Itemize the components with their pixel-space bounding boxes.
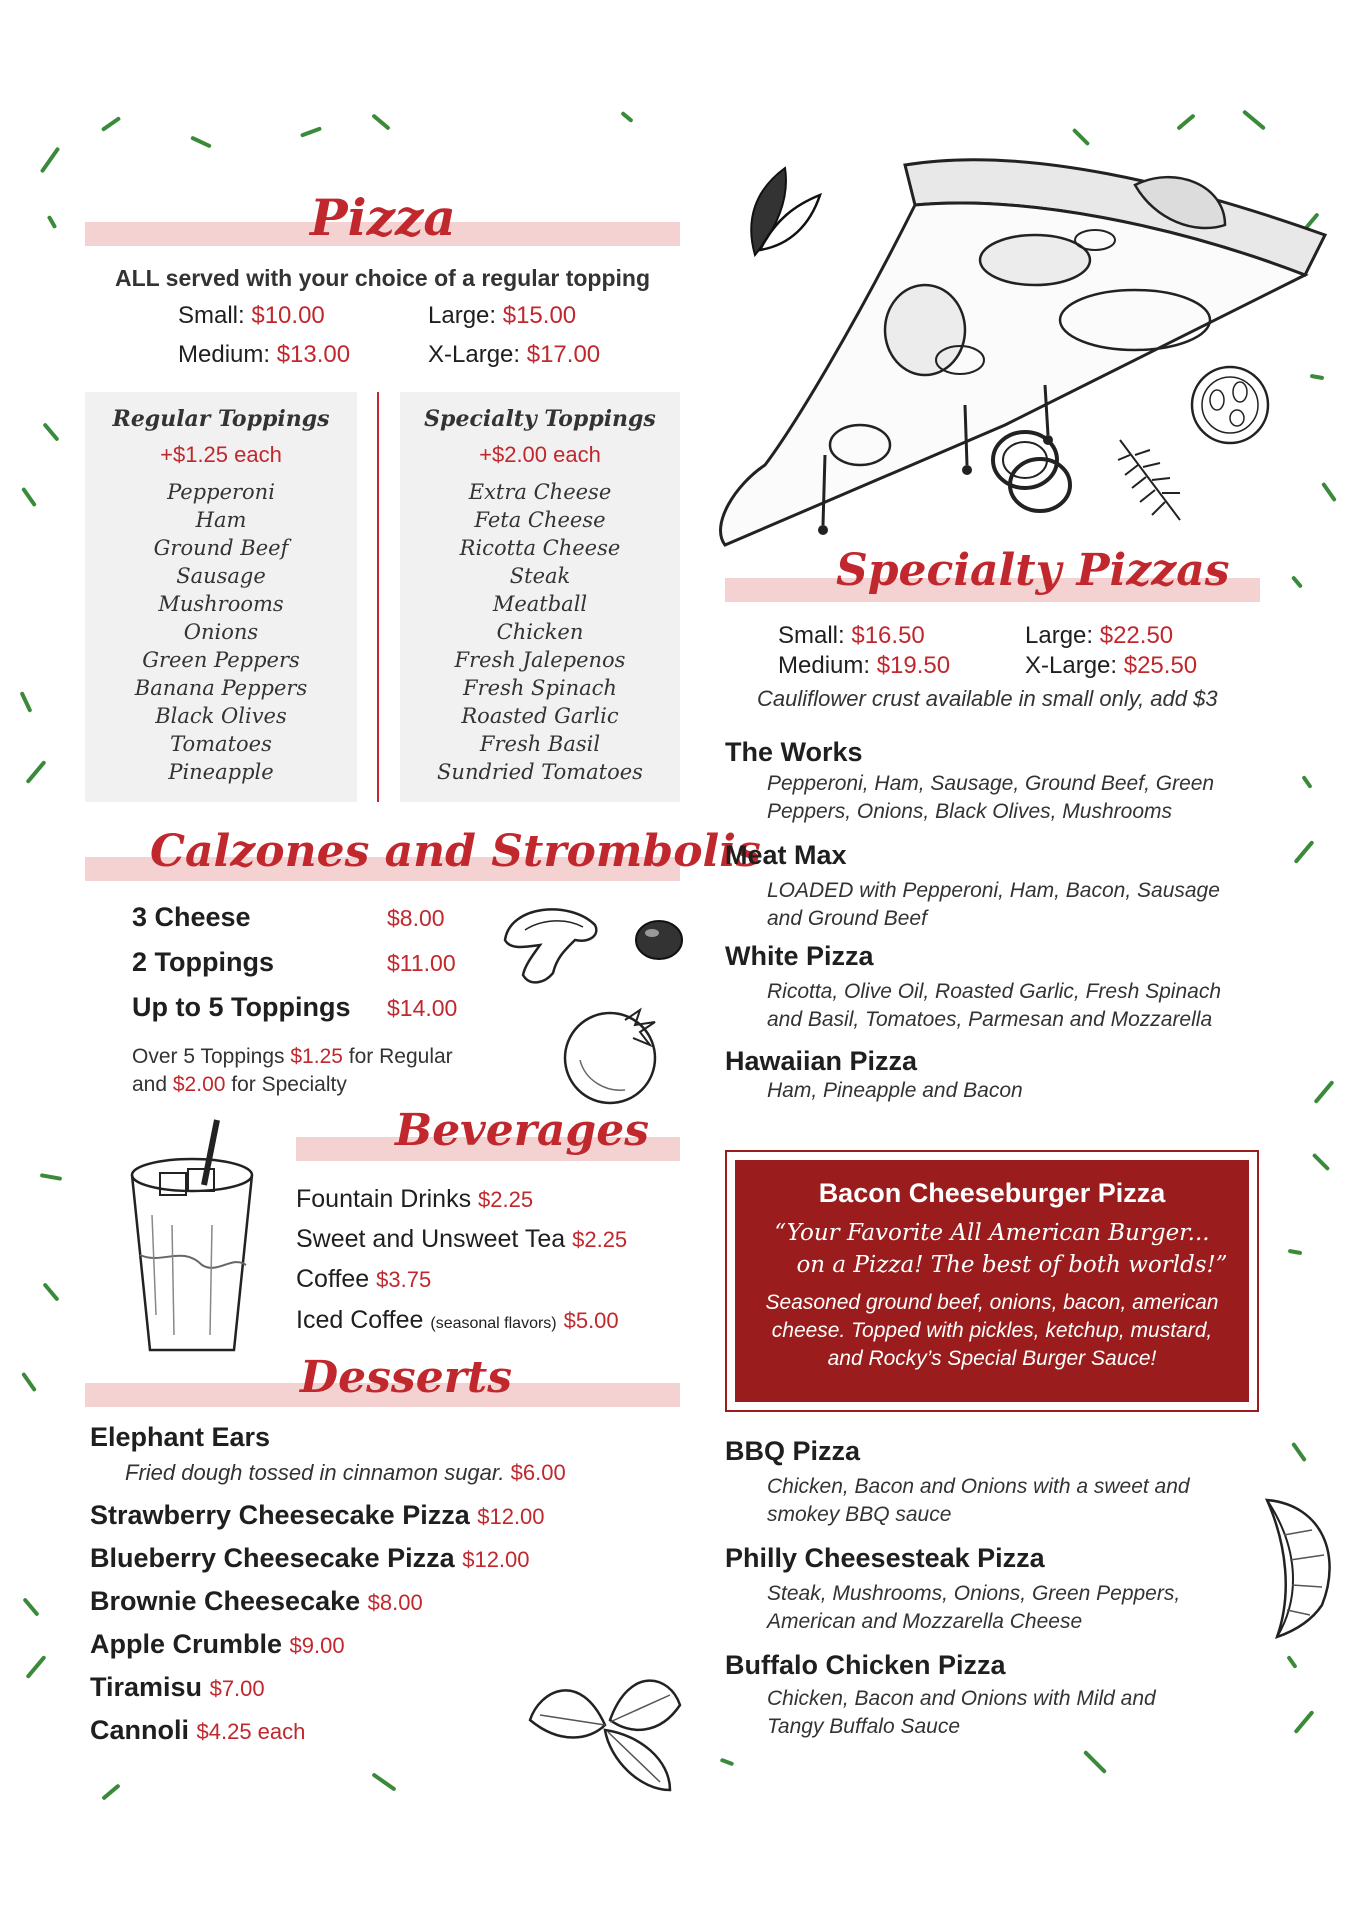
topping-item: Ground Beef — [153, 536, 289, 560]
specialty-item-desc: Chicken, Bacon and Onions with a sweet and smokey BBQ sauce — [767, 1475, 1190, 1526]
specialty-item-name: Philly Cheesesteak Pizza — [725, 1543, 1045, 1573]
specialty-item-name: Buffalo Chicken Pizza — [725, 1650, 1006, 1680]
specialty-title: Specialty Pizzas — [836, 545, 1230, 596]
topping-item: Roasted Garlic — [461, 704, 619, 728]
topping-item: Fresh Jalepenos — [454, 648, 626, 672]
calzone-item-name: 2 Toppings — [132, 947, 274, 977]
specialty-item-desc: Ricotta, Olive Oil, Roasted Garlic, Fresh Spinach and Basil, Tomatoes, Parmesan and Mozzarella — [767, 980, 1222, 1031]
specialty-item-desc: Ham, Pineapple and Bacon — [767, 1079, 1023, 1102]
dessert-item: Apple Crumble $9.00 — [90, 1629, 345, 1659]
beverage-item: Fountain Drinks $2.25 — [296, 1185, 534, 1213]
dessert-item: Tiramisu $7.00 — [90, 1672, 265, 1702]
featured-pizza-quote: “Your Favorite All American Burger... on a Pizza! The best of both worlds!” — [774, 1220, 1228, 1278]
topping-item: Ham — [195, 508, 247, 532]
pizza-title: Pizza — [310, 188, 456, 247]
pizza-subtitle: ALL served with your choice of a regular topping — [114, 265, 651, 291]
topping-item: Pineapple — [168, 760, 274, 784]
dessert-item: Cannoli $4.25 each — [90, 1715, 306, 1745]
calzone-item-price: $11.00 — [387, 950, 456, 976]
topping-item: Extra Cheese — [468, 480, 612, 504]
specialty-item-name: Meat Max — [725, 840, 847, 870]
calzone-item-price: $8.00 — [387, 905, 445, 931]
topping-item: Fresh Basil — [479, 732, 601, 756]
specialty-item-name: White Pizza — [725, 941, 874, 971]
pizza-size-large: Large: $15.00 — [428, 302, 577, 329]
regular-toppings-title: Regular Toppings — [112, 406, 330, 432]
topping-item: Steak — [509, 564, 571, 588]
olive-illustration — [632, 915, 687, 965]
specialty-item-desc: Steak, Mushrooms, Onions, Green Peppers, American and Mozzarella Cheese — [767, 1582, 1181, 1633]
specialty-list-2 — [725, 1436, 1265, 1741]
topping-item: Mushrooms — [158, 592, 284, 616]
beverage-item: Coffee $3.75 — [296, 1265, 432, 1293]
regular-toppings-list — [85, 478, 357, 786]
topping-item: Pepperoni — [167, 480, 275, 504]
topping-item: Black Olives — [155, 704, 287, 728]
specialty-item-desc: Chicken, Bacon and Onions with Mild and Tangy Buffalo Sauce — [767, 1687, 1156, 1738]
calzone-note: Over 5 Toppings $1.25 for Regular and $2.00 for Specialty — [132, 1045, 453, 1096]
pizza-size-medium: Medium: $13.00 — [178, 341, 351, 368]
specialty-size-large: Large: $22.50 — [1025, 622, 1174, 649]
topping-item: Fresh Spinach — [463, 676, 617, 700]
dessert-item: Strawberry Cheesecake Pizza $12.00 — [90, 1500, 545, 1530]
desserts-title: Desserts — [300, 1352, 512, 1403]
topping-item: Sausage — [176, 564, 266, 588]
specialty-toppings-title: Specialty Toppings — [424, 406, 656, 432]
dessert-item: Brownie Cheesecake $8.00 — [90, 1586, 423, 1616]
dessert-item-desc: Fried dough tossed in cinnamon sugar. $6.00 — [125, 1460, 566, 1485]
herb-illustration — [1110, 430, 1190, 525]
featured-pizza-box — [725, 1150, 1259, 1412]
tomato-illustration — [555, 1000, 675, 1110]
featured-pizza-name: Bacon Cheeseburger Pizza — [818, 1178, 1166, 1208]
leaf-right-illustration — [1262, 1495, 1342, 1640]
calzone-item-name: 3 Cheese — [132, 902, 251, 932]
beverages-title: Beverages — [395, 1105, 649, 1156]
specialty-toppings-box — [400, 392, 680, 802]
specialty-list — [725, 737, 1285, 1105]
topping-item: Green Peppers — [142, 648, 300, 672]
specialty-toppings-price: +$2.00 each — [479, 442, 601, 467]
topping-item: Ricotta Cheese — [459, 536, 621, 560]
calzone-item-name: Up to 5 Toppings — [132, 992, 351, 1022]
specialty-size-medium: Medium: $19.50 — [778, 652, 951, 679]
topping-item: Chicken — [496, 620, 584, 644]
mushroom-illustration — [495, 895, 605, 995]
beverage-item: Iced Coffee (seasonal flavors) $5.00 — [296, 1306, 619, 1334]
drink-glass-illustration — [122, 1115, 262, 1360]
specialty-toppings-list — [400, 478, 680, 786]
beverage-item: Sweet and Unsweet Tea $2.25 — [296, 1225, 628, 1253]
topping-item: Tomatoes — [170, 732, 272, 756]
dessert-item-name: Elephant Ears — [90, 1422, 271, 1452]
tomato-slice-illustration — [1185, 360, 1275, 450]
pizza-size-xlarge: X-Large: $17.00 — [428, 341, 601, 368]
topping-item: Banana Peppers — [134, 676, 308, 700]
calzone-item-price: $14.00 — [387, 995, 458, 1021]
topping-item: Feta Cheese — [474, 508, 606, 532]
specialty-size-xlarge: X-Large: $25.50 — [1025, 652, 1198, 679]
regular-toppings-price: +$1.25 each — [160, 442, 282, 467]
specialty-item-name: The Works — [725, 737, 863, 767]
specialty-item-name: Hawaiian Pizza — [725, 1046, 918, 1076]
regular-toppings-box — [85, 392, 357, 802]
onion-ring-illustration — [985, 420, 1085, 520]
specialty-item-desc: LOADED with Pepperoni, Ham, Bacon, Sausage and Ground Beef — [767, 879, 1220, 930]
pizza-size-small: Small: $10.00 — [178, 302, 325, 329]
topping-item: Onions — [183, 620, 259, 644]
toppings-divider — [377, 392, 379, 802]
dessert-item: Blueberry Cheesecake Pizza $12.00 — [90, 1543, 530, 1573]
featured-pizza-desc: Seasoned ground beef, onions, bacon, american cheese. Topped with pickles, ketchup, mustard, and Rocky’s Special Burger Sauce! — [765, 1291, 1219, 1370]
specialty-item-desc: Pepperoni, Ham, Sausage, Ground Beef, Green Peppers, Onions, Black Olives, Mushrooms — [767, 772, 1215, 823]
specialty-item-name: BBQ Pizza — [725, 1436, 861, 1466]
basil-illustration — [520, 1650, 695, 1800]
specialty-size-small: Small: $16.50 — [778, 622, 925, 649]
cauliflower-note: Cauliflower crust available in small only, add $3 — [757, 686, 1218, 711]
topping-item: Meatball — [492, 592, 588, 616]
calzones-title: Calzones and Strombolis — [150, 826, 761, 877]
topping-item: Sundried Tomatoes — [437, 760, 643, 784]
